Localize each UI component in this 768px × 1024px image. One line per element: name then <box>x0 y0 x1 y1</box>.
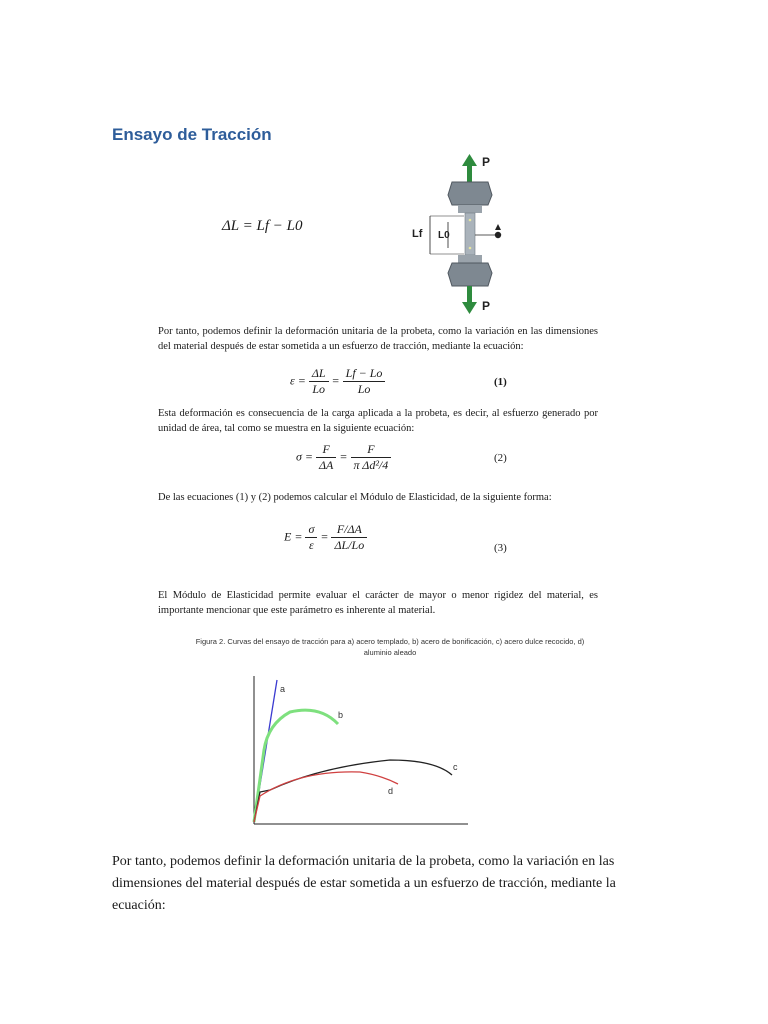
page-title: Ensayo de Tracción <box>112 125 272 144</box>
strain-f1-den: Lo <box>312 382 326 396</box>
scan-paragraph-3: De las ecuaciones (1) y (2) podemos calcular el Módulo de Elasticidad, de la siguiente forma: <box>158 492 552 503</box>
scan-paragraph-4: El Módulo de Elasticidad permite evaluar el carácter de mayor o menor rigidez del material, es importante mencionar que este parámetro es inherente al material. <box>158 590 598 616</box>
strain-fraction-2 <box>343 366 386 397</box>
bottom-shoulder <box>458 255 482 263</box>
modulus-f1-den: ε <box>309 538 314 552</box>
gauge-mark-top <box>469 219 472 222</box>
strain-f2-den: Lo <box>357 382 371 396</box>
modulus-lhs: E = <box>284 529 303 544</box>
tensile-specimen-figure <box>400 150 520 315</box>
bottom-grip <box>448 263 492 286</box>
strain-f1-num: ΔL <box>309 366 329 382</box>
strain-lhs: ε = <box>290 373 306 388</box>
cross-section-dot <box>495 232 501 238</box>
equation-number-1: (1) <box>494 376 507 388</box>
stress-f1-num: F <box>316 442 336 458</box>
modulus-fraction-2 <box>331 522 367 553</box>
strain-f2-num: Lf − Lo <box>343 366 386 382</box>
equals-sign: = <box>331 373 340 388</box>
curve-b <box>254 710 338 822</box>
curve-d <box>254 772 398 822</box>
modulus-equation <box>284 522 367 553</box>
curve-label-d: d <box>388 786 394 796</box>
top-shoulder <box>458 205 482 213</box>
strain-fraction-1 <box>309 366 329 397</box>
scan-paragraph-1: Por tanto, podemos definir la deformación unitaria de la probeta, como la variación en las dimensiones del material después de estar sometida a un esfuerzo de tracción, mediante la ecuación: <box>158 326 598 352</box>
bottom-arrow-head <box>462 302 477 314</box>
stress-f2-den: π Δd²/4 <box>353 458 389 472</box>
bottom-load-label: P <box>482 299 491 313</box>
equation-number-3: (3) <box>494 542 507 554</box>
equation-number-2: (2) <box>494 452 507 464</box>
figure-caption: Figura 2. Curvas del ensayo de tracción para a) acero templado, b) acero de bonificación, c) acero dulce recocido, d) aluminio aleado <box>195 637 585 657</box>
stress-strain-chart <box>240 672 470 832</box>
scan-paragraph-2: Esta deformación es consecuencia de la carga aplicada a la probeta, es decir, al esfuerzo generado por unidad de área, tal como se muestra en la siguiente ecuación: <box>158 408 598 434</box>
modulus-fraction-1 <box>305 522 317 553</box>
top-grip <box>448 182 492 205</box>
modulus-f2-num: F/ΔA <box>331 522 367 538</box>
curve-label-b: b <box>338 710 344 720</box>
l0-label: L0 <box>438 230 450 241</box>
curve-label-c: c <box>453 762 458 772</box>
cross-section-arrow <box>495 224 501 230</box>
bottom-arrow-shaft <box>467 286 472 304</box>
stress-equation <box>296 442 391 473</box>
stress-f1-den: ΔA <box>319 458 334 472</box>
modulus-f2-den: ΔL/Lo <box>334 538 365 552</box>
body-paragraph: Por tanto, podemos definir la deformación unitaria de la probeta, como la variación en las dimensiones del material después de estar sometida a un esfuerzo de tracción, mediante la ecuación: <box>112 854 616 913</box>
delta-length-equation: ΔL = Lf − L0 <box>222 218 303 234</box>
stress-lhs: σ = <box>296 449 314 464</box>
stress-fraction-2 <box>351 442 392 473</box>
equals-sign: = <box>320 529 329 544</box>
equals-sign: = <box>339 449 348 464</box>
modulus-f1-num: σ <box>305 522 317 538</box>
top-load-label: P <box>482 155 491 169</box>
top-arrow-head <box>462 154 477 166</box>
lf-label: Lf <box>412 228 423 240</box>
curve-c <box>254 760 452 822</box>
stress-f2-num: F <box>351 442 392 458</box>
top-arrow-shaft <box>467 164 472 182</box>
curve-label-a: a <box>280 684 286 694</box>
gauge-mark-bottom <box>469 247 472 250</box>
strain-equation <box>290 366 385 397</box>
stress-fraction-1 <box>316 442 336 473</box>
